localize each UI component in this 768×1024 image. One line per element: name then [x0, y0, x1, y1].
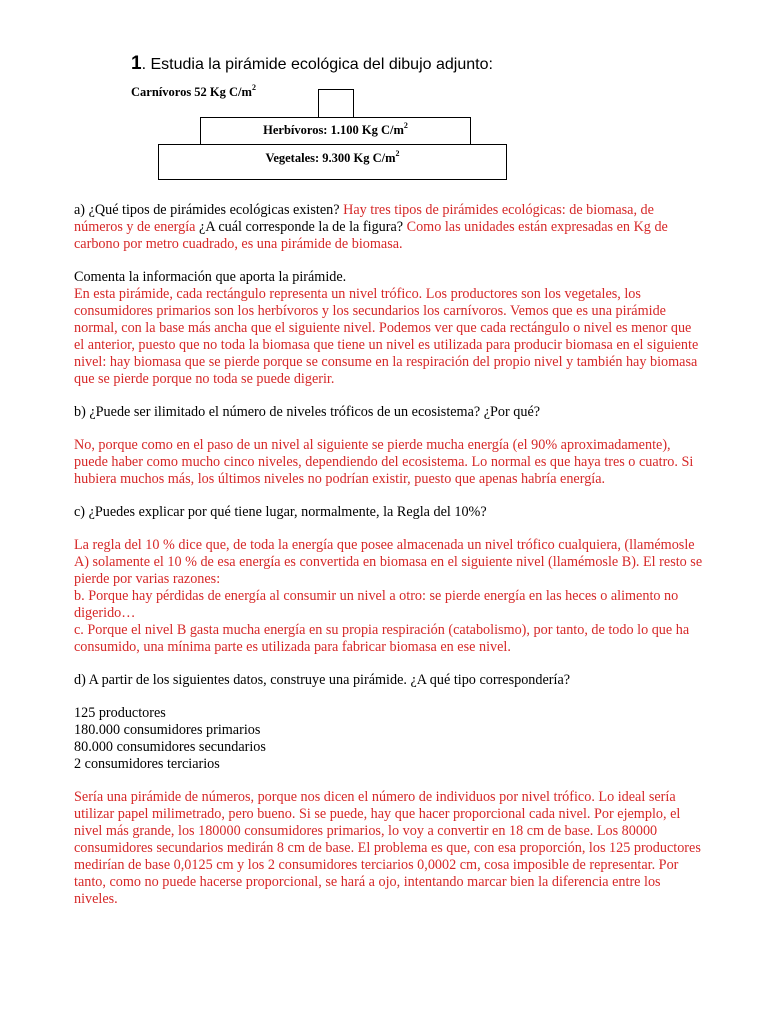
- question-d: [74, 672, 704, 689]
- data-line: 80.000 consumidores secundarios: [74, 739, 266, 755]
- data-list: [74, 705, 704, 773]
- comment-answer: En esta pirámide, cada rectángulo representa un nivel trófico. Los productores son los vegetales, los consumidores primarios son los herbívoros y los secundarios los carnívoros. Vemos que es una pirámide normal, con la base más ancha que el siguiente nivel. Podemos ver que cada rectángulo o nivel es menor que el anterior, puesto que no toda la biomasa que tiene un nivel es utilizada para producir biomasa en el siguiente nivel: hay biomasa que se pierde porque se consume en la respiración del propio nivel y también hay biomasa que se pierde porque no toda se puede digerir.: [74, 286, 699, 387]
- pyramid-carnivores-label: [131, 85, 256, 100]
- herbivores-text: Herbívoros: 1.100 Kg C/m: [263, 123, 404, 137]
- answer-d: [74, 789, 704, 908]
- pyramid-level-plants: [158, 144, 507, 180]
- question-a-sub-text: ¿A cuál corresponde la de la figura?: [195, 219, 407, 235]
- exercise-title-text: . Estudia la pirámide ecológica del dibujo adjunto:: [141, 56, 493, 73]
- answer-c: [74, 537, 704, 656]
- question-a-text: a) ¿Qué tipos de pirámides ecológicas existen?: [74, 202, 344, 218]
- question-b-text: b) ¿Puede ser ilimitado el número de niveles tróficos de un ecosistema? ¿Por qué?: [74, 404, 541, 420]
- answer-b-text: No, porque como en el paso de un nivel al siguiente se pierde mucha energía (el 90% aproximadamente), puede haber como mucho cinco niveles, dependiendo del ecosistema. Lo normal es que haya tres o cuatro. Si hubiera muchos más, los últimos niveles no podrían existir, puesto que apenas habría energía.: [74, 437, 694, 487]
- comment-question: Comenta la información que aporta la pirámide.: [74, 269, 347, 285]
- question-c-text: c) ¿Puedes explicar por qué tiene lugar, normalmente, la Regla del 10%?: [74, 504, 487, 520]
- exercise-title: [131, 53, 493, 75]
- question-c: [74, 504, 704, 521]
- plants-text: Vegetales: 9.300 Kg C/m: [265, 151, 396, 165]
- exponent: 2: [395, 149, 400, 158]
- answer-c-line: La regla del 10 % dice que, de toda la energía que posee almacenada un nivel trófico cualquiera, (llamémosle A) solamente el 10 % de esa energía es convertida en biomasa en el siguiente nivel (llamémosle B). El resto se pierde por varias razones:: [74, 537, 703, 587]
- exercise-number: 1: [131, 53, 142, 74]
- answer-a-sub-text: Como las unidades están expresadas en Kg de carbono por metro cuadrado, es una pirámide de biomasa.: [74, 219, 668, 252]
- herbivores-label: [201, 123, 470, 138]
- document-body: [74, 202, 704, 924]
- data-line: 125 productores: [74, 705, 166, 721]
- exponent: 2: [403, 121, 408, 130]
- data-line: 2 consumidores terciarios: [74, 756, 220, 772]
- question-b: [74, 404, 704, 421]
- answer-b: [74, 437, 704, 488]
- pyramid-level-herbivores: [200, 117, 471, 145]
- plants-label: [159, 151, 506, 166]
- data-line: 180.000 consumidores primarios: [74, 722, 261, 738]
- answer-c-line: c. Porque el nivel B gasta mucha energía en su propia respiración (catabolismo), por tanto, de todo lo que ha consumido, una mínima parte es utilizada para fabricar biomasa en ese nivel.: [74, 622, 690, 655]
- question-d-text: d) A partir de los siguientes datos, construye una pirámide. ¿A qué tipo correspondería?: [74, 672, 571, 688]
- exponent: 2: [251, 83, 256, 92]
- answer-a-text: Hay tres tipos de pirámides ecológicas: de biomasa, de números y de energía: [74, 202, 654, 235]
- pyramid-level-carnivores: [318, 89, 354, 118]
- question-a: [74, 202, 704, 253]
- answer-d-text: Sería una pirámide de números, porque nos dicen el número de individuos por nivel trófico. Lo ideal sería utilizar papel milimetrado, pero bueno. Si se puede, hay que hacer proporcional cada nivel. Por ejemplo, el nivel más grande, los 180000 consumidores primarios, lo voy a convertir en 18 cm de base. Los 80000 consumidores secundarios medirán 8 cm de base. El problema es que, con esa proporción, los 125 productores medirían de base 0,0125 cm y los 2 consumidores terciarios 0,0002 cm, cosa imposible de representar. Por tanto, como no puede hacerse proporcional, se hará a ojo, intentando marcar bien la diferencia entre los niveles.: [74, 789, 701, 907]
- comment-section: [74, 269, 704, 388]
- carnivores-text: Carnívoros 52 Kg C/m: [131, 85, 252, 99]
- answer-c-line: b. Porque hay pérdidas de energía al consumir un nivel a otro: se pierde energía en las heces o alimento no digerido…: [74, 588, 679, 621]
